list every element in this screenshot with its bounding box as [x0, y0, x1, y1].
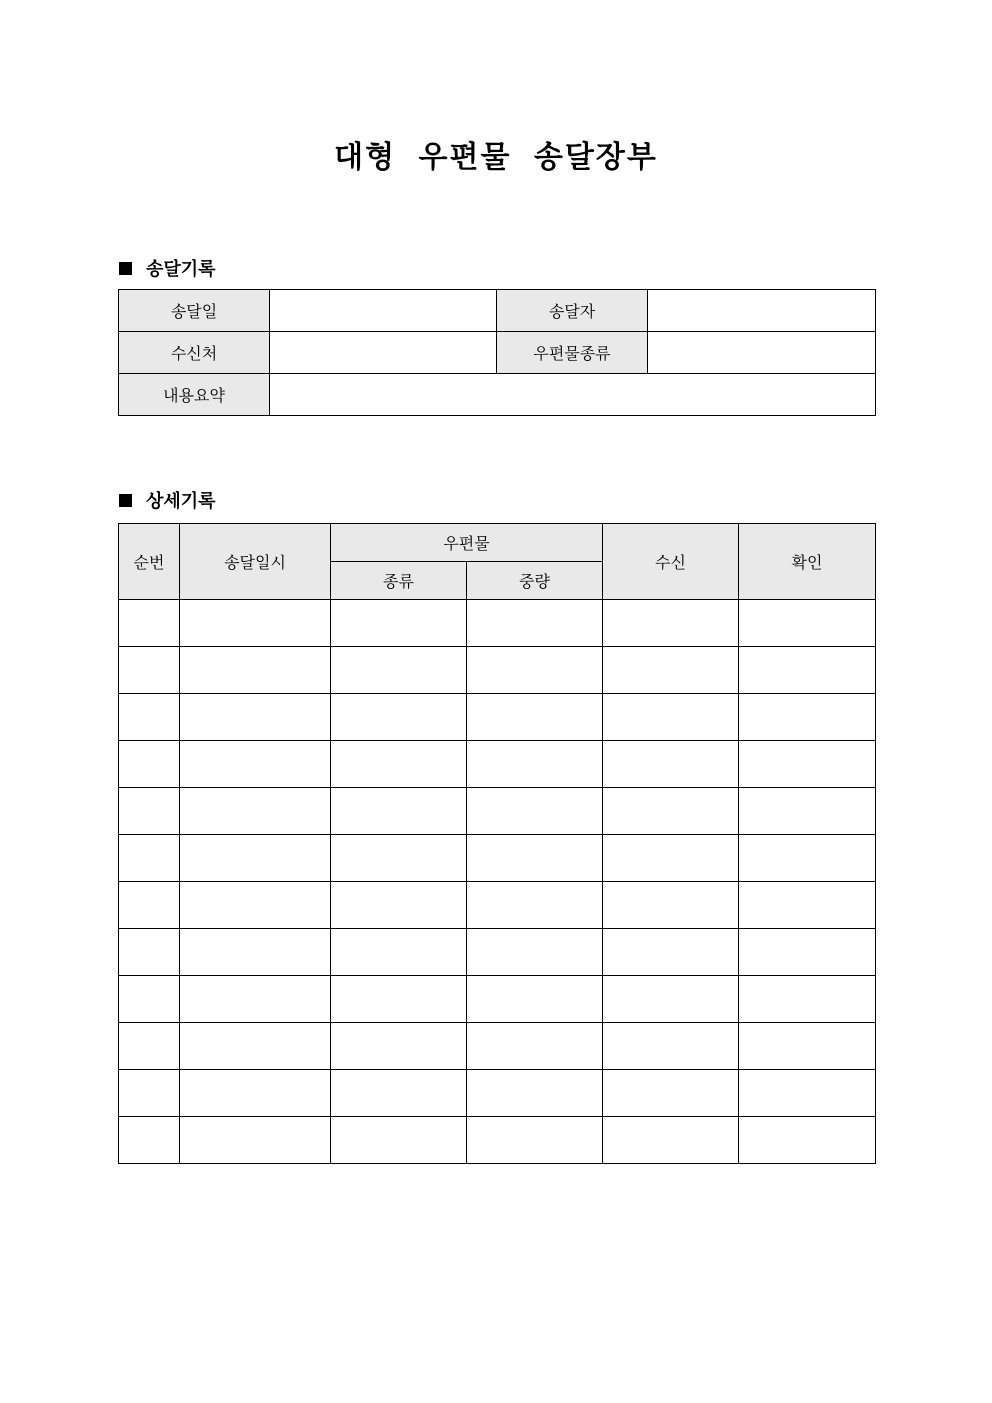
cell-receive[interactable] [603, 929, 739, 976]
cell-datetime[interactable] [180, 647, 331, 694]
cell-receive[interactable] [603, 1117, 739, 1164]
cell-kind[interactable] [331, 882, 467, 929]
column-header-seq: 순번 [119, 524, 180, 600]
column-header-kind: 종류 [331, 562, 467, 600]
cell-receive[interactable] [603, 835, 739, 882]
label-deliverer: 송달자 [497, 290, 648, 332]
section-heading-delivery-record [119, 255, 216, 281]
table-row [119, 835, 876, 882]
field-deliverer[interactable] [648, 290, 876, 332]
table-row [119, 647, 876, 694]
cell-kind[interactable] [331, 1117, 467, 1164]
section-heading-detail-record [119, 487, 216, 513]
cell-weight[interactable] [467, 976, 603, 1023]
cell-seq[interactable] [119, 1117, 180, 1164]
cell-kind[interactable] [331, 741, 467, 788]
cell-receive[interactable] [603, 788, 739, 835]
cell-weight[interactable] [467, 694, 603, 741]
cell-receive[interactable] [603, 694, 739, 741]
cell-kind[interactable] [331, 788, 467, 835]
cell-datetime[interactable] [180, 788, 331, 835]
cell-confirm[interactable] [739, 976, 876, 1023]
cell-datetime[interactable] [180, 741, 331, 788]
cell-receive[interactable] [603, 882, 739, 929]
cell-kind[interactable] [331, 976, 467, 1023]
field-recipient[interactable] [270, 332, 497, 374]
table-row [119, 788, 876, 835]
cell-seq[interactable] [119, 788, 180, 835]
cell-kind[interactable] [331, 647, 467, 694]
cell-weight[interactable] [467, 835, 603, 882]
cell-kind[interactable] [331, 835, 467, 882]
cell-datetime[interactable] [180, 835, 331, 882]
table-row [119, 1117, 876, 1164]
label-recipient: 수신처 [119, 332, 270, 374]
cell-datetime[interactable] [180, 976, 331, 1023]
cell-weight[interactable] [467, 1070, 603, 1117]
table-row [119, 882, 876, 929]
cell-datetime[interactable] [180, 694, 331, 741]
page-title: 대형 우편물 송달장부 [334, 140, 658, 175]
table-row [119, 929, 876, 976]
cell-weight[interactable] [467, 788, 603, 835]
cell-weight[interactable] [467, 647, 603, 694]
cell-confirm[interactable] [739, 647, 876, 694]
cell-kind[interactable] [331, 929, 467, 976]
cell-weight[interactable] [467, 1023, 603, 1070]
cell-datetime[interactable] [180, 1117, 331, 1164]
cell-kind[interactable] [331, 600, 467, 647]
cell-seq[interactable] [119, 976, 180, 1023]
cell-confirm[interactable] [739, 882, 876, 929]
cell-confirm[interactable] [739, 1023, 876, 1070]
field-summary[interactable] [270, 374, 876, 416]
cell-confirm[interactable] [739, 1117, 876, 1164]
cell-datetime[interactable] [180, 929, 331, 976]
table-row [119, 741, 876, 788]
label-summary: 내용요약 [119, 374, 270, 416]
section-heading-label: 상세기록 [146, 491, 216, 512]
label-mail-type: 우편물종류 [497, 332, 648, 374]
cell-weight[interactable] [467, 882, 603, 929]
column-header-weight: 중량 [467, 562, 603, 600]
cell-kind[interactable] [331, 1070, 467, 1117]
cell-seq[interactable] [119, 882, 180, 929]
cell-confirm[interactable] [739, 1070, 876, 1117]
cell-seq[interactable] [119, 1023, 180, 1070]
cell-confirm[interactable] [739, 929, 876, 976]
section-heading-label: 송달기록 [146, 259, 216, 280]
cell-datetime[interactable] [180, 600, 331, 647]
cell-kind[interactable] [331, 1023, 467, 1070]
cell-confirm[interactable] [739, 835, 876, 882]
field-mail-type[interactable] [648, 332, 876, 374]
cell-receive[interactable] [603, 600, 739, 647]
cell-confirm[interactable] [739, 600, 876, 647]
cell-receive[interactable] [603, 741, 739, 788]
cell-confirm[interactable] [739, 788, 876, 835]
cell-receive[interactable] [603, 1070, 739, 1117]
cell-seq[interactable] [119, 835, 180, 882]
cell-weight[interactable] [467, 1117, 603, 1164]
column-header-mail: 우편물 [331, 524, 603, 562]
cell-datetime[interactable] [180, 1023, 331, 1070]
column-header-confirm: 확인 [739, 524, 876, 600]
table-row [119, 976, 876, 1023]
cell-seq[interactable] [119, 600, 180, 647]
bullet-square-icon [119, 494, 132, 507]
table-row [119, 694, 876, 741]
cell-datetime[interactable] [180, 882, 331, 929]
label-delivery-date: 송달일 [119, 290, 270, 332]
cell-seq[interactable] [119, 1070, 180, 1117]
table-row [119, 1070, 876, 1117]
column-header-receive: 수신 [603, 524, 739, 600]
cell-seq[interactable] [119, 694, 180, 741]
cell-seq[interactable] [119, 741, 180, 788]
cell-confirm[interactable] [739, 741, 876, 788]
column-header-datetime: 송달일시 [180, 524, 331, 600]
cell-weight[interactable] [467, 741, 603, 788]
cell-receive[interactable] [603, 976, 739, 1023]
bullet-square-icon [119, 262, 132, 275]
cell-weight[interactable] [467, 929, 603, 976]
field-delivery-date[interactable] [270, 290, 497, 332]
cell-receive[interactable] [603, 647, 739, 694]
cell-confirm[interactable] [739, 694, 876, 741]
delivery-record-table [118, 289, 876, 416]
cell-kind[interactable] [331, 694, 467, 741]
table-row [119, 1023, 876, 1070]
cell-weight[interactable] [467, 600, 603, 647]
cell-seq[interactable] [119, 647, 180, 694]
detail-record-table [118, 523, 876, 1164]
cell-receive[interactable] [603, 1023, 739, 1070]
cell-datetime[interactable] [180, 1070, 331, 1117]
table-row [119, 600, 876, 647]
cell-seq[interactable] [119, 929, 180, 976]
